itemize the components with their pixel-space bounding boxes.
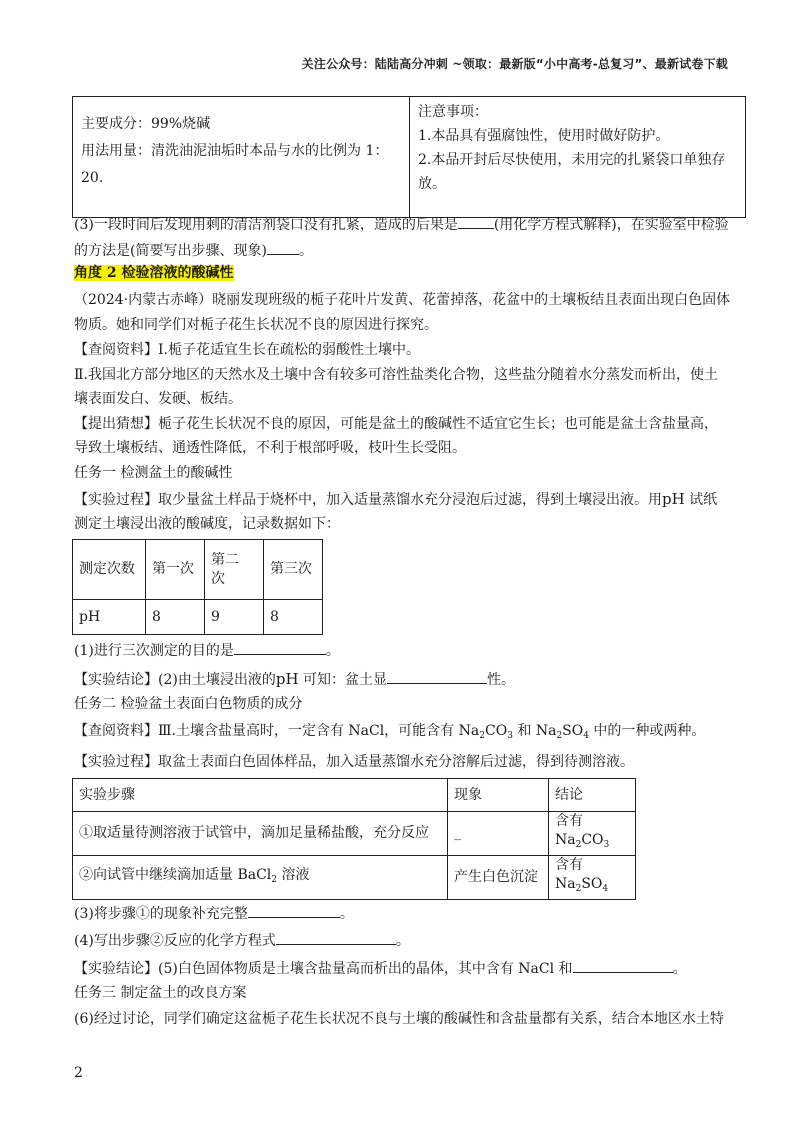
q4-end: 。 — [395, 933, 410, 949]
exp-header-phenomenon: 现象 — [448, 779, 549, 812]
product-table — [72, 96, 746, 218]
exp-row2-step: ②向试管中继续滴加适量 BaCl$_2$ 溶液 — [73, 856, 448, 900]
q3-text: (3)将步骤①的现象补充完整 — [74, 906, 248, 922]
exp-row1-phenomenon[interactable]: _ — [448, 812, 549, 856]
q3-intro-line1 — [74, 214, 729, 235]
q3-intro-text-b: (用化学方程式解释)，在实验室中检验 — [493, 217, 729, 233]
product-right-cell — [410, 97, 746, 218]
page-header: 关注公众号：陆陆高分冲刺 ~领取：最新版“小中高考-总复习”、最新试卷下载 — [301, 57, 728, 71]
task1-ph-symbol: pH — [662, 490, 685, 508]
exp-row1-step: ①取适量待测溶液于试管中，滴加足量稀盐酸，充分反应 — [73, 812, 448, 856]
ph-row-label: pH — [73, 600, 146, 635]
q1-text: (1)进行三次测定的目的是 — [74, 643, 234, 659]
ph-header-second — [205, 540, 264, 600]
task3-title: 任务三 制定盆土的改良方案 — [74, 985, 247, 1001]
ph-header-first: 第一次 — [146, 540, 205, 600]
q1-line — [74, 640, 340, 661]
q2-blank[interactable] — [387, 669, 487, 684]
q5-end: 。 — [672, 961, 687, 977]
notice-title: 注意事项： — [418, 104, 488, 120]
q3-line — [74, 903, 354, 924]
na2so4-formula-table: $Na_2SO_4$ — [555, 876, 609, 894]
ph-header-second-b: 次 — [211, 570, 225, 587]
q3-end: 。 — [339, 906, 354, 922]
task2-process: 【实验过程】取盆土表面白色固体样品，加入适量蒸馏水充分溶解后过滤，得到待测溶液。 — [74, 754, 634, 770]
section-heading — [74, 264, 234, 283]
ph-header-third: 第三次 — [264, 540, 323, 600]
product-usage-cont: 20. — [81, 170, 104, 186]
task1-title: 任务一 检测盆土的酸碱性 — [74, 465, 233, 481]
ph-value-3: 8 — [264, 600, 323, 635]
na2co3-formula: $Na_2CO_3$ — [458, 723, 513, 741]
q6-line: (6)经过讨论，同学们确定这盆栀子花生长状况不良与土壤的酸碱性和含盐量都有关系，结合本地区水土特 — [74, 1011, 724, 1027]
task2-ref-text-b: 中的一种或两种。 — [588, 723, 706, 739]
guess-line2: 导致土壤板结、通透性降低，不利于根部呼吸，枝叶生长受阻。 — [74, 440, 466, 456]
ref1-line3: 壤表面发白、发硬、板结。 — [74, 391, 242, 407]
na2so4-formula: $Na_2SO_4$ — [535, 723, 589, 741]
q1-blank[interactable] — [234, 640, 326, 655]
ph-table — [72, 539, 323, 635]
task2-ref-text-a: 【查阅资料】Ⅲ.土壤含盐量高时，一定含有 NaCl，可能含有 — [74, 723, 459, 739]
task2-ref-line — [74, 722, 705, 746]
page-number: 2 — [74, 1065, 83, 1081]
na2co3-formula-table: $Na_2CO_3$ — [555, 832, 610, 850]
q2-text-b: 可知：盆土显 — [298, 672, 387, 688]
exp-header-step: 实验步骤 — [73, 779, 448, 812]
q3-intro-text-d: 。 — [298, 243, 313, 259]
ph-header-second-a: 第二 — [211, 551, 239, 568]
q2-text-c: 性。 — [486, 672, 515, 688]
intro-line2: 物质。她和同学们对栀子花生长状况不良的原因进行探究。 — [74, 317, 438, 333]
task1-process-text-b: 试纸 — [684, 492, 718, 508]
q3-intro-line2 — [74, 240, 313, 261]
q3-intro-text-a: (3)一段时间后发现用剩的清洁剂袋口没有扎紧，造成的后果是 — [74, 217, 458, 233]
q3-blank[interactable] — [248, 903, 340, 918]
intro-line1: （2024·内蒙古赤峰）晓丽发现班级的栀子花叶片发黄、花蕾掉落，花盆中的土壤板结且表面出现白色固体 — [74, 292, 731, 308]
experiment-table — [72, 778, 636, 900]
q3-intro-text-c: 的方法是(简要写出步骤、现象) — [74, 243, 267, 259]
q5-blank[interactable] — [573, 958, 673, 973]
q4-text: (4)写出步骤②反应的化学方程式 — [74, 933, 276, 949]
notice-item-2-cont: 放。 — [418, 176, 446, 192]
task1-process-line2: 测定土壤浸出液的酸碱度，记录数据如下： — [74, 516, 340, 532]
ph-value-2: 9 — [205, 600, 264, 635]
bacl2-formula: BaCl$_2$ — [237, 866, 278, 885]
q3-intro-blank-1[interactable] — [458, 214, 494, 229]
ph-value-1: 8 — [146, 600, 205, 635]
guess-line1: 【提出猜想】栀子花生长状况不良的原因，可能是盆土的酸碱性不适宜它生长；也可能是盆土含盐量高， — [74, 416, 718, 432]
task2-title: 任务二 检验盆土表面白色物质的成分 — [74, 696, 303, 712]
q5-text-b: 和 — [554, 961, 573, 977]
product-usage: 用法用量：清洗油泥油垢时本品与水的比例为 1： — [81, 143, 389, 159]
notice-item-1: 1.本品具有强腐蚀性，使用时做好防护。 — [418, 128, 670, 144]
section-heading-text: 角度 2 检验溶液的酸碱性 — [74, 265, 234, 281]
task1-process-line1 — [74, 490, 717, 510]
q1-end: 。 — [325, 643, 340, 659]
task1-process-text: 【实验过程】取少量盆土样品于烧杯中，加入适量蒸馏水充分浸泡后过滤，得到土壤浸出液。用 — [74, 492, 662, 508]
ref1-line2: Ⅱ.我国北方部分地区的天然水及土壤中含有较多可溶性盐类化合物，这些盐分随着水分蒸发而析出，使土 — [74, 367, 718, 383]
exp-header-conclusion: 结论 — [549, 779, 636, 812]
q5-line — [74, 958, 687, 979]
ph-header-times: 测定次数 — [73, 540, 146, 600]
nacl-formula: NaCl — [518, 961, 555, 977]
exp-row2-conclusion: 含有 $Na_2SO_4$ — [549, 856, 636, 900]
q2-text-a: 【实验结论】(2)由土壤浸出液的 — [74, 672, 276, 688]
q2-line — [74, 669, 515, 690]
product-left-cell — [73, 97, 410, 218]
exp-row2-phenomenon: 产生白色沉淀 — [448, 856, 549, 900]
q4-blank[interactable] — [276, 930, 396, 945]
q4-line — [74, 930, 410, 951]
task2-ref-mid: 和 — [512, 723, 536, 739]
q5-text-a: 【实验结论】(5)白色固体物质是土壤含盐量高而析出的晶体，其中含有 — [74, 961, 519, 977]
exp-row1-conclusion: 含有 $Na_2CO_3$ — [549, 812, 636, 856]
ref1-line1: 【查阅资料】Ⅰ.栀子花适宜生长在疏松的弱酸性土壤中。 — [74, 342, 420, 358]
q2-ph-symbol: pH — [275, 670, 299, 688]
q3-intro-blank-2[interactable] — [267, 240, 299, 255]
product-ingredient: 主要成分：99%烧碱 — [81, 116, 211, 132]
notice-item-2: 2.本品开封后尽快使用，未用完的扎紧袋口单独存 — [418, 152, 726, 168]
